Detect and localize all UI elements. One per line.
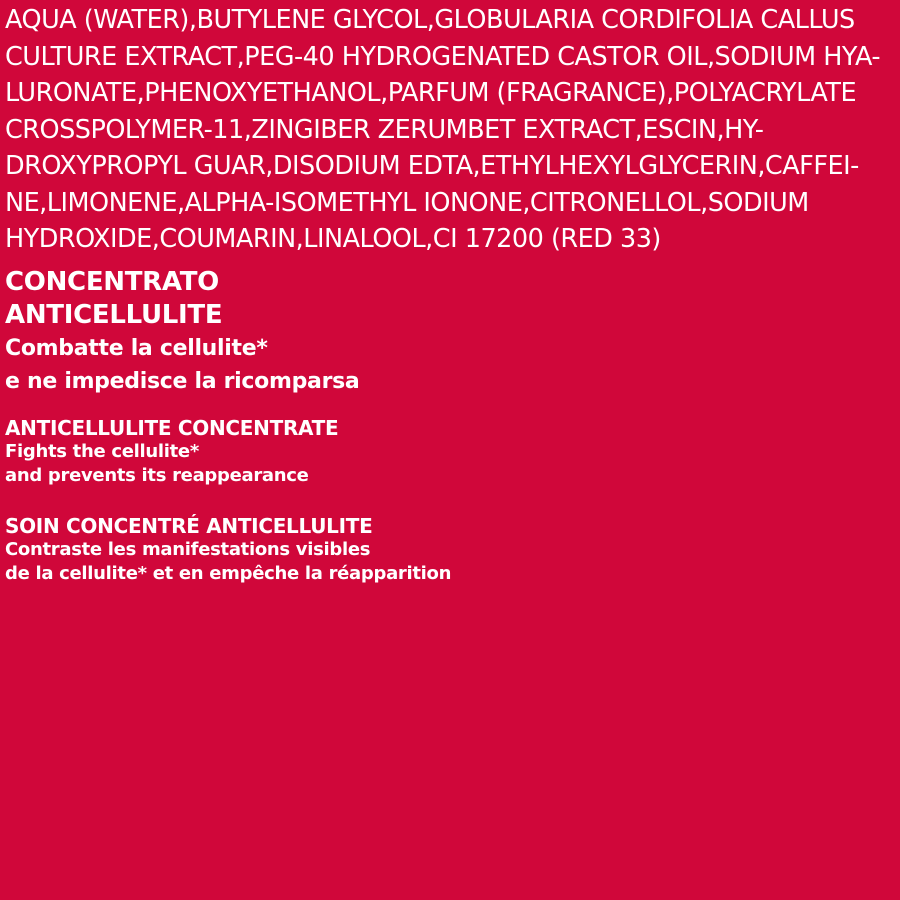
italian-title-line-1: CONCENTRATO [5, 267, 219, 297]
french-description-line-2: de la cellulite* et en empêche la réapparition [5, 563, 452, 584]
french-title: SOIN CONCENTRÉ ANTICELLULITE [5, 514, 373, 538]
ingredients-line-1: AQUA (WATER),BUTYLENE GLYCOL,GLOBULARIA CORDIFOLIA CALLUS [5, 5, 855, 35]
italian-description-line-2: e ne impedisce la ricomparsa [5, 369, 360, 394]
french-description-line-1: Contraste les manifestations visibles [5, 539, 371, 560]
english-description-line-2: and prevents its reappearance [5, 465, 309, 486]
english-section [5, 416, 338, 488]
ingredients-line-5: DROXYPROPYL GUAR,DISODIUM EDTA,ETHYLHEXYLGLYCERIN,CAFFEI- [5, 151, 859, 181]
italian-title-line-2: ANTICELLULITE [5, 300, 223, 330]
italian-description-line-1: Combatte la cellulite* [5, 336, 268, 361]
french-section [5, 514, 451, 586]
english-description-line-1: Fights the cellulite* [5, 441, 199, 462]
ingredients-line-6: NE,LIMONENE,ALPHA-ISOMETHYL IONONE,CITRONELLOL,SODIUM [5, 187, 809, 218]
ingredients-line-7: HYDROXIDE,COUMARIN,LINALOOL,CI 17200 (RED 33) [5, 224, 661, 254]
ingredients-line-2: CULTURE EXTRACT,PEG-40 HYDROGENATED CASTOR OIL,SODIUM HYA- [5, 41, 881, 72]
english-title: ANTICELLULITE CONCENTRATE [5, 416, 339, 440]
ingredients-list [5, 2, 895, 258]
ingredients-line-3: LURONATE,PHENOXYETHANOL,PARFUM (FRAGRANCE),POLYACRYLATE [5, 78, 857, 108]
italian-section [5, 266, 359, 398]
ingredients-line-4: CROSSPOLYMER-11,ZINGIBER ZERUMBET EXTRACT,ESCIN,HY- [5, 114, 764, 145]
